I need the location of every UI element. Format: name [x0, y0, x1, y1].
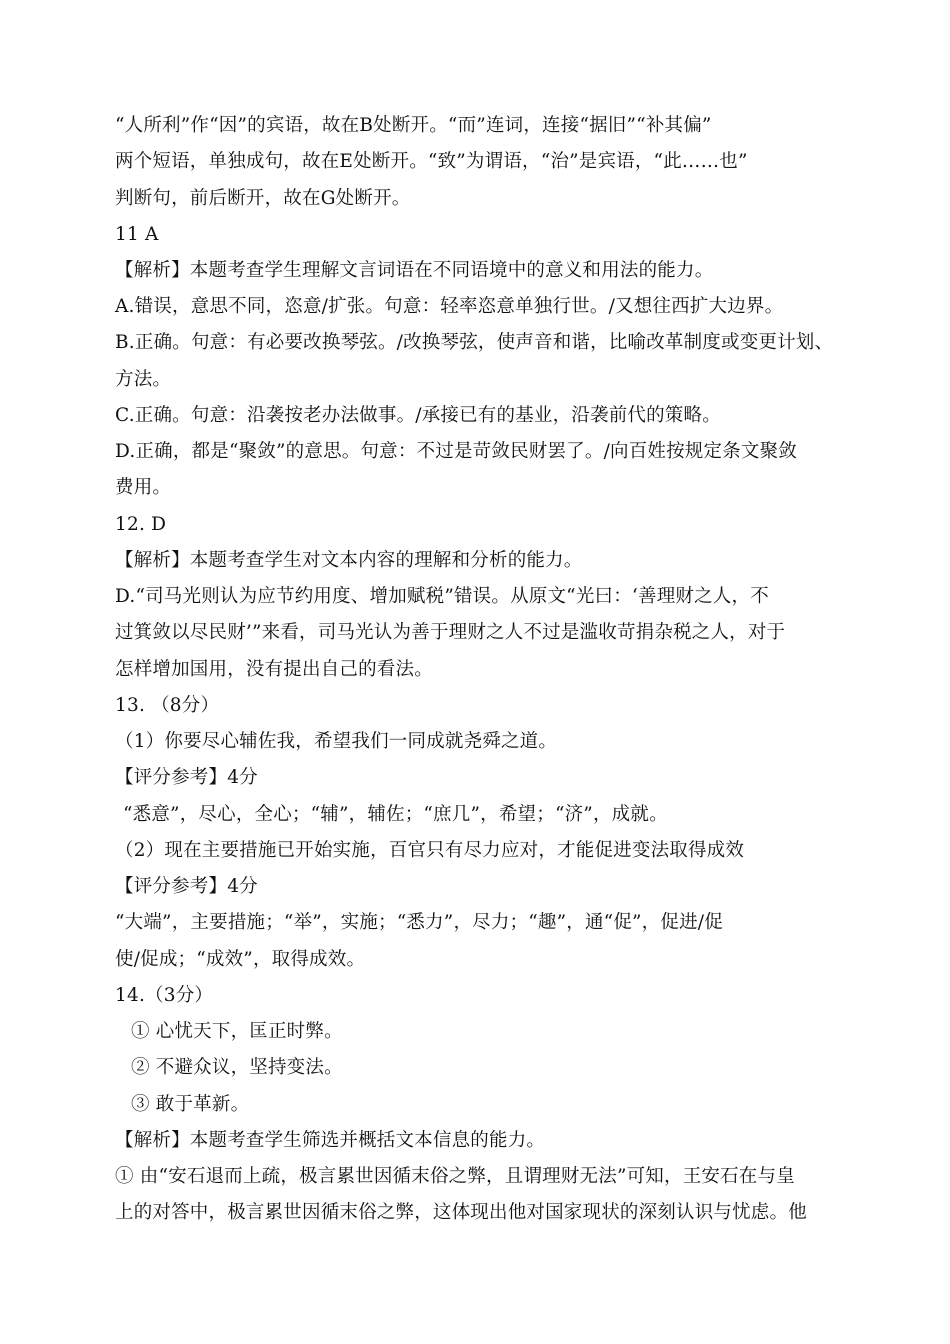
question-number: 14.（3分） [115, 985, 214, 1006]
text-line: “人所利”作“因”的宾语，故在B处断开。“而”连词，连接“据旧”“补其偏” [115, 115, 712, 136]
option-line: D.正确，都是“聚敛”的意思。句意：不过是苛敛民财罢了。/向百姓按规定条文聚敛 [115, 441, 798, 462]
text-line: 怎样增加国用，没有提出自己的看法。 [115, 659, 433, 680]
analysis-detail: ① 由“安石退而上疏，极言累世因循末俗之弊，且谓理财无法”可知，王安石在与皇 [115, 1166, 795, 1187]
text-line: 方法。 [115, 369, 172, 390]
scoring-detail: 使/促成；“成效”，取得成效。 [115, 949, 366, 970]
answer-point: ③ 敢于革新。 [131, 1094, 250, 1115]
text-line: 判断句，前后断开，故在G处断开。 [115, 188, 411, 209]
scoring-heading: 【评分参考】4分 [115, 876, 258, 897]
question-number: 11 A [115, 224, 159, 245]
translation-line: （1）你要尽心辅佐我，希望我们一同成就尧舜之道。 [115, 731, 558, 752]
text-line: 两个短语，单独成句，故在E处断开。“致”为谓语，“治”是宾语，“此……也” [115, 151, 748, 172]
answer-point: ① 心忧天下，匡正时弊。 [131, 1021, 343, 1042]
option-line: C.正确。句意：沿袭按老办法做事。/承接已有的基业，沿袭前代的策略。 [115, 405, 721, 426]
scoring-detail: “大端”，主要措施；“举”，实施；“悉力”，尽力；“趣”，通“促”，促进/促 [115, 912, 723, 933]
translation-line: （2）现在主要措施已开始实施，百官只有尽力应对，才能促进变法取得成效 [115, 840, 745, 861]
answer-point: ② 不避众议，坚持变法。 [131, 1057, 343, 1078]
question-number: 13. （8分） [115, 695, 220, 716]
option-line: B.正确。句意：有必要改换琴弦。/改换琴弦，使声音和谐，比喻改革制度或变更计划、 [115, 332, 834, 353]
scoring-heading: 【评分参考】4分 [115, 767, 258, 788]
scoring-detail: “悉意”，尽心，全心；“辅”，辅佐；“庶几”，希望；“济”，成就。 [123, 804, 668, 825]
analysis-detail: 上的对答中，极言累世因循末俗之弊，这体现出他对国家现状的深刻认识与忧虑。他 [115, 1202, 807, 1223]
analysis-line: 【解析】本题考查学生筛选并概括文本信息的能力。 [115, 1130, 546, 1151]
analysis-line: 【解析】本题考查学生理解文言词语在不同语境中的意义和用法的能力。 [115, 260, 714, 281]
analysis-line: 【解析】本题考查学生对文本内容的理解和分析的能力。 [115, 550, 583, 571]
question-number: 12. D [115, 514, 167, 535]
option-line: A.错误，意思不同，恣意/扩张。句意：轻率恣意单独行世。/又想往西扩大边界。 [115, 296, 784, 317]
option-line: D.“司马光则认为应节约用度、增加赋税”错误。从原文“光曰：‘善理财之人，不 [115, 586, 769, 607]
text-line: 过箕敛以尽民财’”来看，司马光认为善于理财之人不过是滥收苛捐杂税之人，对于 [115, 622, 786, 643]
text-line: 费用。 [115, 477, 172, 498]
